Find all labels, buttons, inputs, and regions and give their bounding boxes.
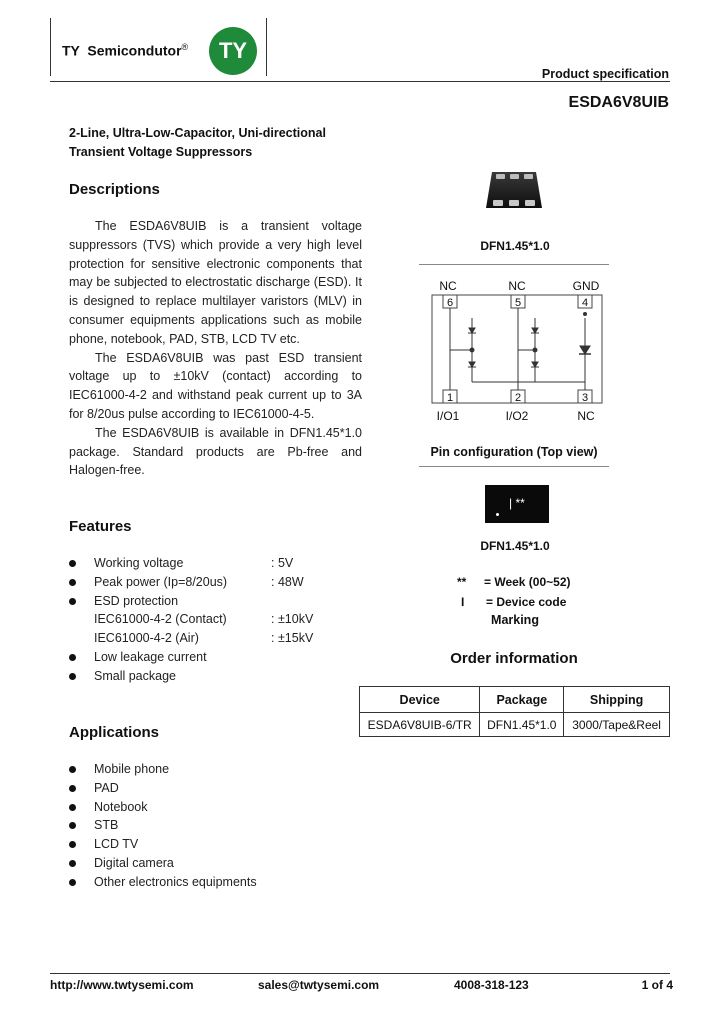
junction-dot — [584, 313, 587, 316]
junction-dot — [533, 348, 537, 352]
bullet-icon — [69, 560, 76, 567]
application-text: Mobile phone — [94, 762, 170, 776]
footer-rule — [50, 973, 670, 974]
bullet-icon — [69, 879, 76, 886]
pin-label-3: NC — [577, 409, 595, 423]
bullet-icon — [69, 579, 76, 586]
package-pad — [496, 174, 505, 179]
order-header-shipping: Shipping — [564, 687, 670, 713]
header-left-rule — [50, 18, 51, 76]
feature-text: IEC61000-4-2 (Contact) — [94, 612, 227, 627]
pin-label-4: GND — [572, 279, 600, 293]
package-pad — [509, 200, 519, 206]
feature-value: : 48W — [271, 574, 304, 589]
feature-text: IEC61000-4-2 (Air) — [94, 631, 199, 646]
bullet-icon — [69, 822, 76, 829]
feature-item — [69, 610, 369, 629]
descriptions-title: Descriptions — [69, 181, 160, 198]
feature-text: ESD protection — [94, 593, 179, 608]
doc-type: Product specification — [541, 67, 669, 81]
description-p2: The ESDA6V8UIB was past ESD transient voltage up to ±10kV (contact) according to IEC61000-4-2 and withstand peak current up to 3A for 8/20us pulse according to IEC61000-4-5. — [69, 350, 362, 421]
internal-circuit — [450, 308, 591, 390]
bullet-icon — [69, 785, 76, 792]
pin-config-rule-bottom — [419, 466, 609, 467]
features-title: Features — [69, 518, 132, 535]
applications-list — [69, 760, 369, 892]
pin-number-3: 3 — [581, 392, 589, 404]
feature-text: Low leakage current — [94, 649, 207, 664]
package-image — [484, 168, 544, 214]
pin-number-1: 1 — [446, 392, 454, 404]
diode-icon — [532, 328, 538, 333]
package-caption: DFN1.45*1.0 — [480, 239, 550, 253]
marking-legend-symbol-code: I — [461, 595, 465, 609]
pin1-dot — [496, 513, 499, 516]
feature-value: : 5V — [271, 556, 294, 570]
application-item — [69, 816, 369, 835]
registered-mark: ® — [181, 42, 189, 52]
feature-item — [69, 629, 369, 648]
bullet-icon — [69, 804, 76, 811]
application-item — [69, 779, 369, 798]
diode-icon — [469, 328, 475, 333]
logo-text: TY — [218, 38, 248, 63]
bullet-icon — [69, 673, 76, 680]
package-pad — [525, 200, 535, 206]
header-rule — [50, 81, 670, 82]
pin-label-1: I/O1 — [436, 409, 460, 423]
pin-number-4: 4 — [581, 297, 589, 309]
footer-website[interactable]: http://www.twtysemi.com — [50, 978, 194, 992]
bullet-icon — [69, 841, 76, 848]
company-name-text: TY Semicondutor — [62, 42, 182, 59]
order-cell-package: DFN1.45*1.0 — [480, 713, 564, 737]
bullet-icon — [69, 598, 76, 605]
company-name — [62, 42, 188, 59]
bullet-icon — [69, 860, 76, 867]
pin-label-5: NC — [508, 279, 526, 293]
junction-dot — [470, 348, 474, 352]
order-table-header — [360, 687, 670, 713]
application-text: STB — [94, 818, 119, 833]
pin-number-5: 5 — [514, 297, 522, 309]
feature-text: Peak power (Ip=8/20us) — [94, 574, 228, 589]
bullet-icon — [69, 766, 76, 773]
package-pad — [510, 174, 519, 179]
application-text: PAD — [94, 780, 119, 795]
tvs-diode-icon — [580, 346, 590, 354]
pin-number-6: 6 — [446, 297, 454, 309]
description-p1: The ESDA6V8UIB is a transient voltage suppressors (TVS) which provide a very high level protection for sensitive electronic components that may be subjected to electrostatic discharge (ESD). It is designed to replace multilayer varistors (MLV) in consumer equipments applications such as mobile phone, notebook, PAD, STB, LCD TV etc. — [69, 219, 362, 346]
bullet-icon — [69, 654, 76, 661]
marking-label: Marking — [491, 613, 539, 627]
company-logo — [209, 27, 257, 75]
application-item — [69, 835, 369, 854]
order-table — [359, 686, 670, 737]
feature-value: : ±10kV — [271, 612, 314, 627]
application-item — [69, 760, 369, 779]
feature-text: Small package — [94, 668, 176, 683]
feature-item — [69, 648, 369, 667]
application-text: Notebook — [94, 799, 148, 814]
feature-item — [69, 667, 369, 686]
diode-icon — [532, 362, 538, 367]
pin-config-rule-top — [419, 264, 609, 265]
feature-text: Working voltage — [94, 556, 184, 570]
package-pad — [524, 174, 533, 179]
application-item — [69, 798, 369, 817]
order-header-package: Package — [480, 687, 564, 713]
marking-legend-code: = Device code — [486, 595, 567, 609]
application-item — [69, 854, 369, 873]
part-number: ESDA6V8UIB — [568, 94, 669, 111]
feature-item — [69, 592, 369, 611]
package-pad — [493, 200, 503, 206]
application-text: LCD TV — [94, 837, 139, 852]
diode-icon — [469, 362, 475, 367]
application-item — [69, 873, 369, 892]
application-text: Other electronics equipments — [94, 874, 257, 889]
table-row — [360, 713, 670, 737]
header-right-rule — [266, 18, 267, 76]
descriptions-body — [69, 217, 362, 480]
pin-label-2: I/O2 — [505, 409, 529, 423]
pin-config-caption: Pin configuration (Top view) — [430, 445, 598, 459]
pin-number-2: 2 — [514, 392, 522, 404]
order-info-title: Order information — [450, 650, 578, 667]
applications-title: Applications — [69, 724, 160, 741]
description-p3: The ESDA6V8UIB is available in DFN1.45*1.0 package. Standard products are Pb-free and Halogen-free. — [69, 425, 362, 478]
pin-config-outline — [432, 295, 602, 403]
footer-phone: 4008-318-123 — [454, 978, 529, 992]
features-list — [69, 554, 369, 686]
order-header-device: Device — [360, 687, 480, 713]
subtitle-line2: Transient Voltage Suppressors — [69, 145, 253, 159]
marking-chip — [485, 485, 549, 523]
marking-chip-text: | ** — [509, 496, 525, 510]
order-cell-shipping: 3000/Tape&Reel — [564, 713, 670, 737]
pin-label-6: NC — [439, 279, 457, 293]
marking-legend-week: = Week (00~52) — [484, 575, 571, 589]
feature-item — [69, 573, 369, 592]
footer-email[interactable]: sales@twtysemi.com — [258, 978, 380, 992]
footer-page: 1 of 4 — [641, 978, 673, 992]
marking-legend-symbol-week: ** — [457, 575, 467, 589]
subtitle-line1: 2-Line, Ultra-Low-Capacitor, Uni-directional — [69, 126, 326, 140]
application-text: Digital camera — [94, 855, 174, 870]
feature-value: : ±15kV — [271, 631, 314, 646]
pin-config-diagram — [415, 290, 615, 415]
feature-item — [69, 554, 369, 573]
order-cell-device: ESDA6V8UIB-6/TR — [360, 713, 480, 737]
marking-caption: DFN1.45*1.0 — [480, 539, 550, 553]
